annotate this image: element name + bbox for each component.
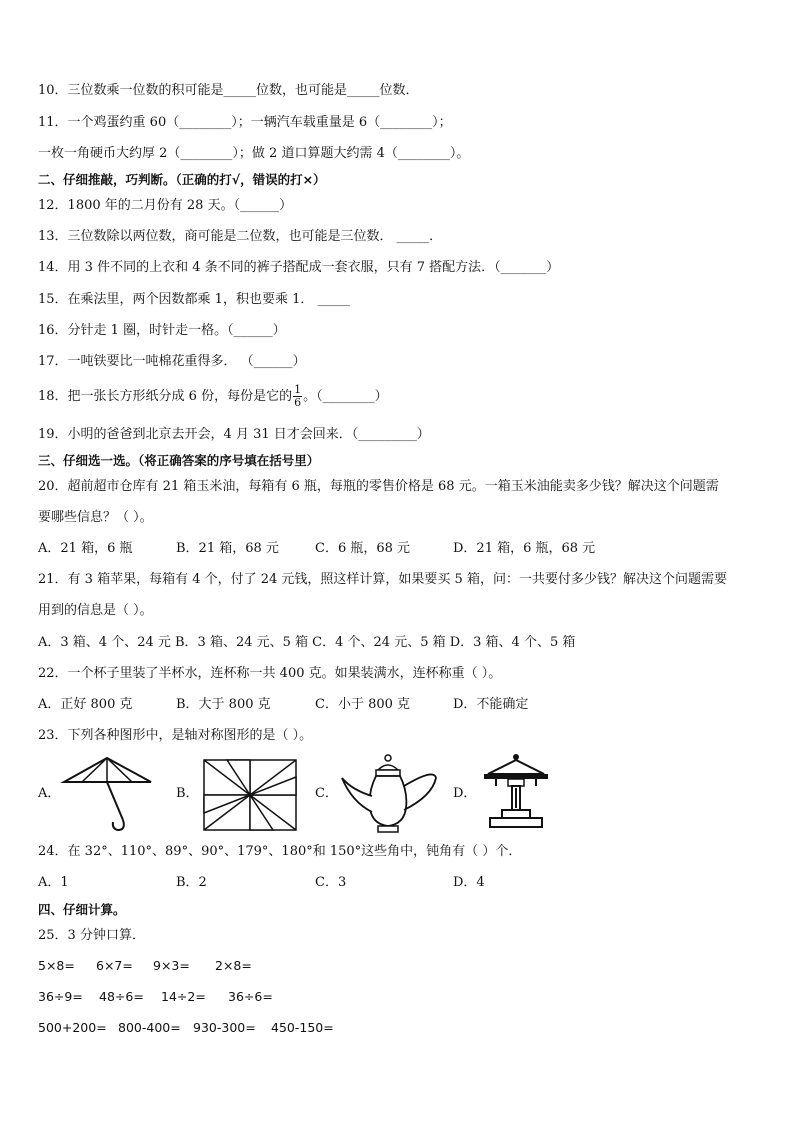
question-11-line-1: 11．一个鸡蛋约重 60（________）；一辆汽车载重量是 6（________）； [38,115,452,130]
question-25: 25．3 分钟口算． [38,928,145,943]
question-13: 13．三位数除以两位数，商可能是二位数，也可能是三位数． _____． [38,229,443,244]
calc-1-2: 6×7= [96,958,133,973]
q20-option-d: D．21 箱，6 瓶，68 元 [453,541,596,556]
question-11-line-2: 一枚一角硬币大约厚 2（________）；做 2 道口算题大约需 4（________）。 [38,146,470,161]
q22-option-a: A．正好 800 克 [38,697,133,712]
question-18 [38,382,388,412]
fraction-numerator: 1 [294,383,302,396]
fraction-denominator: 6 [294,396,302,409]
section-2-heading: 二、仔细推敲，巧判断。（正确的打√，错误的打×） [38,172,326,187]
question-16: 16．分针走 1 圈，时针走一格。（______） [38,323,286,338]
q23-label-b: B． [176,786,199,801]
q24-option-c: C．3 [315,875,347,890]
q24-option-b: B．2 [176,875,207,890]
question-12: 12．1800 年的二月份有 28 天。（______） [38,198,293,213]
q24-option-d: D．4 [453,875,485,890]
q22-option-c: C．小于 800 克 [315,697,411,712]
umbrella-figure [60,752,155,834]
q24-option-a: A．1 [38,875,69,890]
calc-3-4: 450-150= [271,1020,334,1035]
question-22: 22．一个杯子里装了半杯水，连杯称一共 400 克。如果装满水，连杯称重（ ）。 [38,666,502,681]
question-20-line-2: 要哪些信息？（ ）。 [38,510,153,525]
pinwheel-figure [200,756,300,834]
calc-2-2: 48÷6= [99,989,144,1004]
q23-label-c: C． [315,786,338,801]
teapot-figure [338,752,440,834]
calc-1-1: 5×8= [38,958,75,973]
calc-3-3: 930-300= [193,1020,256,1035]
q20-option-c: C．6 瓶，68 元 [315,541,411,556]
question-19: 19．小明的爸爸到北京去开会，4 月 31 日才会回来．（_________） [38,427,430,442]
question-15: 15．在乘法里，两个因数都乘 1，积也要乘 1． _____ [38,292,350,307]
question-18-blank: 。（________） [303,389,388,404]
calc-1-3: 9×3= [153,958,190,973]
q20-option-a: A．21 箱，6 瓶 [38,541,133,556]
question-20-line-1: 20．超前超市仓库有 21 箱玉米油，每箱有 6 瓶，每瓶的零售价格是 68 元。一箱玉米油能卖多少钱？解决这个问题需 [38,479,719,494]
question-10: 10．三位数乘一位数的积可能是_____位数，也可能是_____位数． [38,83,419,98]
question-18-text: 18．把一张长方形纸分成 6 份，每份是它的 [38,389,293,404]
calc-1-4: 2×8= [215,958,252,973]
calc-3-1: 500+200= [38,1020,107,1035]
question-21-line-1: 21．有 3 箱苹果，每箱有 4 个，付了 24 元钱，照这样计算，如果要买 5 箱，问：一共要付多少钱？解决这个问题需要 [38,572,727,587]
calc-2-1: 36÷9= [38,989,83,1004]
question-23: 23．下列各种图形中，是轴对称图形的是（ ）。 [38,728,313,743]
section-3-heading: 三、仔细选一选。（将正确答案的序号填在括号里） [38,453,320,468]
q22-option-b: B．大于 800 克 [176,697,271,712]
calc-2-4: 36÷6= [228,989,273,1004]
q23-label-a: A． [38,786,61,801]
section-4-heading: 四、仔细计算。 [38,902,126,917]
calc-3-2: 800-400= [118,1020,181,1035]
q21-options: A．3 箱、4 个、24 元 B．3 箱、24 元、5 箱 C．4 个、24 元、5 箱 D．3 箱、4 个、5 箱 [38,635,576,650]
q20-option-b: B．21 箱，68 元 [176,541,279,556]
question-17: 17．一吨铁要比一吨棉花重得多． （______） [38,354,306,369]
lamp-figure [476,752,556,832]
q23-label-d: D． [453,786,477,801]
question-21-line-2: 用到的信息是（ ）。 [38,603,153,618]
question-24: 24．在 32°、110°、89°、90°、179°、180°和 150°这些角中，钝角有（ ）个． [38,844,522,859]
fraction-one-sixth [293,384,302,409]
calc-2-3: 14÷2= [161,989,206,1004]
question-14: 14．用 3 件不同的上衣和 4 条不同的裤子搭配成一套衣服，只有 7 搭配方法．（_______） [38,260,560,275]
q22-option-d: D．不能确定 [453,697,529,712]
